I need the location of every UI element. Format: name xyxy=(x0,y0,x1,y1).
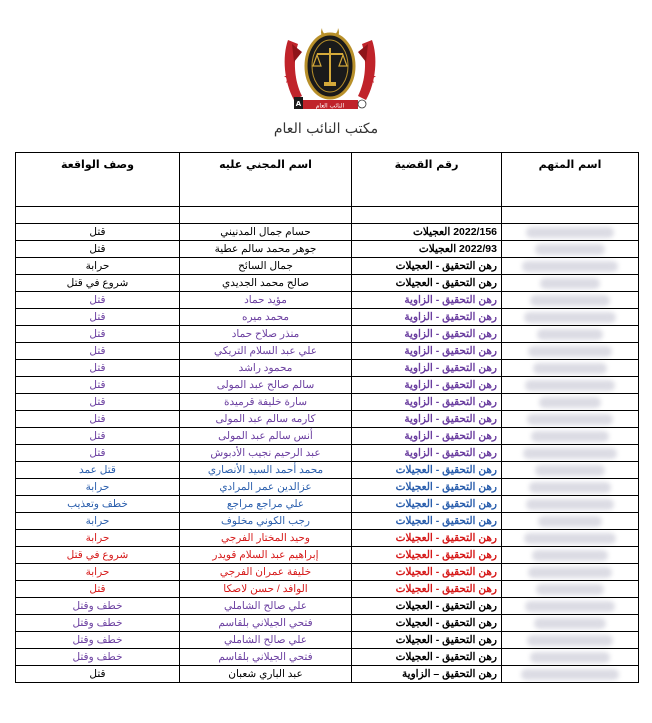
redaction-blur xyxy=(535,244,605,255)
accused-redacted xyxy=(502,632,639,649)
case-number-cell: رهن التحقيق - العجيلات xyxy=(352,598,502,615)
case-number-cell: 2022/93 العجيلات xyxy=(352,241,502,258)
redaction-blur xyxy=(526,227,614,238)
accused-redacted xyxy=(502,564,639,581)
redaction-blur xyxy=(533,363,607,374)
accused-redacted xyxy=(502,462,639,479)
victim-cell: سارة خليفة قرميدة xyxy=(180,394,352,411)
case-number-cell: رهن التحقيق - الزاوية xyxy=(352,292,502,309)
case-number-cell: رهن التحقيق - الزاوية xyxy=(352,343,502,360)
header-case-number: رقم القضية xyxy=(352,153,502,207)
accused-redacted xyxy=(502,445,639,462)
redaction-blur xyxy=(536,584,604,595)
case-number-cell: رهن التحقيق - العجيلات xyxy=(352,496,502,513)
header-accused: اسم المتهم xyxy=(502,153,639,207)
empty-cell xyxy=(352,207,502,224)
case-number-cell: رهن التحقيق - العجيلات xyxy=(352,581,502,598)
case-number-cell: رهن التحقيق - الزاوية xyxy=(352,326,502,343)
redaction-blur xyxy=(527,414,613,425)
accused-redacted xyxy=(502,292,639,309)
table-row xyxy=(16,479,639,496)
case-number-cell: رهن التحقيق - الزاوية xyxy=(352,428,502,445)
victim-cell: جمال السائح xyxy=(180,258,352,275)
table-row xyxy=(16,394,639,411)
case-number-cell: رهن التحقيق - العجيلات xyxy=(352,564,502,581)
description-cell: قتل xyxy=(16,666,180,683)
victim-cell: جوهر محمد سالم عطية xyxy=(180,241,352,258)
accused-redacted xyxy=(502,275,639,292)
redaction-blur xyxy=(528,346,612,357)
redaction-blur xyxy=(526,499,614,510)
redaction-blur xyxy=(530,652,610,663)
redaction-blur xyxy=(521,669,619,680)
description-cell: قتل xyxy=(16,377,180,394)
description-cell: قتل xyxy=(16,411,180,428)
spacer-row xyxy=(16,207,639,224)
table-row xyxy=(16,360,639,377)
victim-cell: صالح محمد الجديدي xyxy=(180,275,352,292)
description-cell: قتل xyxy=(16,309,180,326)
victim-cell: حسام جمال المدنيني xyxy=(180,224,352,241)
prosecutor-emblem xyxy=(280,22,380,120)
description-cell: قتل xyxy=(16,581,180,598)
victim-cell: خليفة عمران الفرجي xyxy=(180,564,352,581)
victim-cell: أنس سالم عبد المولى xyxy=(180,428,352,445)
redaction-blur xyxy=(525,380,615,391)
table-row xyxy=(16,292,639,309)
case-number-cell: رهن التحقيق - العجيلات xyxy=(352,530,502,547)
table-row xyxy=(16,275,639,292)
case-number-cell: رهن التحقيق - الزاوية xyxy=(352,360,502,377)
redaction-blur xyxy=(530,295,610,306)
table-row xyxy=(16,615,639,632)
table-row xyxy=(16,530,639,547)
description-cell: شروع في قتل xyxy=(16,275,180,292)
victim-cell: علي عبد السلام التريكي xyxy=(180,343,352,360)
accused-redacted xyxy=(502,309,639,326)
table-row xyxy=(16,598,639,615)
table-body xyxy=(16,207,639,683)
accused-redacted xyxy=(502,615,639,632)
accused-redacted xyxy=(502,326,639,343)
description-cell: قتل xyxy=(16,360,180,377)
case-number-cell: رهن التحقيق - العجيلات xyxy=(352,632,502,649)
table-row xyxy=(16,513,639,530)
accused-redacted xyxy=(502,377,639,394)
description-cell: قتل xyxy=(16,326,180,343)
victim-cell: عزالدين عمر المرادي xyxy=(180,479,352,496)
redaction-blur xyxy=(524,533,616,544)
victim-cell: إبراهيم عبد السلام قويدر xyxy=(180,547,352,564)
case-number-cell: رهن التحقيق - العجيلات xyxy=(352,649,502,666)
case-number-cell: رهن التحقيق - الزاوية xyxy=(352,411,502,428)
victim-cell: الوافد / حسن لاصكا xyxy=(180,581,352,598)
table-row xyxy=(16,649,639,666)
description-cell: حرابة xyxy=(16,479,180,496)
redaction-blur xyxy=(539,397,601,408)
case-number-cell: رهن التحقيق - العجيلات xyxy=(352,479,502,496)
redaction-blur xyxy=(531,431,609,442)
description-cell: قتل xyxy=(16,292,180,309)
accused-redacted xyxy=(502,513,639,530)
accused-redacted xyxy=(502,598,639,615)
case-number-cell: رهن التحقيق - العجيلات xyxy=(352,462,502,479)
table-header-row xyxy=(16,153,639,207)
victim-cell: علي مراجع مراجع xyxy=(180,496,352,513)
case-number-cell: رهن التحقيق - العجيلات xyxy=(352,547,502,564)
description-cell: قتل xyxy=(16,241,180,258)
description-cell: قتل xyxy=(16,224,180,241)
cases-table xyxy=(15,152,639,683)
table-row xyxy=(16,258,639,275)
empty-cell xyxy=(180,207,352,224)
table-row xyxy=(16,564,639,581)
description-cell: شروع في قتل xyxy=(16,547,180,564)
description-cell: قتل xyxy=(16,343,180,360)
case-number-cell: رهن التحقيق - الزاوية xyxy=(352,394,502,411)
victim-cell: علي صالح الشاملي xyxy=(180,632,352,649)
victim-cell: وحيد المختار الفرجي xyxy=(180,530,352,547)
redaction-blur xyxy=(527,635,613,646)
victim-cell: عبد الرحيم نجيب الأدبوش xyxy=(180,445,352,462)
victim-cell: منذر صلاح حماد xyxy=(180,326,352,343)
accused-redacted xyxy=(502,530,639,547)
accused-redacted xyxy=(502,394,639,411)
victim-cell: محمد أحمد السيد الأنصاري xyxy=(180,462,352,479)
redaction-blur xyxy=(540,278,600,289)
table-row xyxy=(16,547,639,564)
accused-redacted xyxy=(502,428,639,445)
redaction-blur xyxy=(528,567,612,578)
redaction-blur xyxy=(524,312,616,323)
victim-cell: رجب الكوني مخلوف xyxy=(180,513,352,530)
description-cell: حرابة xyxy=(16,530,180,547)
case-number-cell: رهن التحقيق - الزاوية xyxy=(352,377,502,394)
victim-cell: كارمه سالم عبد المولى xyxy=(180,411,352,428)
accused-redacted xyxy=(502,343,639,360)
case-number-cell: رهن التحقيق - الزاوية xyxy=(352,445,502,462)
case-number-cell: رهن التحقيق - الزاوية xyxy=(352,309,502,326)
description-cell: خطف وقتل xyxy=(16,615,180,632)
accused-redacted xyxy=(502,411,639,428)
description-cell: حرابة xyxy=(16,513,180,530)
table-row xyxy=(16,224,639,241)
victim-cell: فتحي الجيلاني بلقاسم xyxy=(180,649,352,666)
empty-cell xyxy=(16,207,180,224)
victim-cell: علي صالح الشاملي xyxy=(180,598,352,615)
table-row xyxy=(16,309,639,326)
redaction-blur xyxy=(522,261,618,272)
description-cell: قتل عمد xyxy=(16,462,180,479)
victim-cell: عبد الباري شعبان xyxy=(180,666,352,683)
header-description: وصف الواقعة xyxy=(16,153,180,207)
svg-text:النائب العام: النائب العام xyxy=(315,102,345,110)
description-cell: حرابة xyxy=(16,564,180,581)
description-cell: قتل xyxy=(16,428,180,445)
case-number-cell: رهن التحقيق - العجيلات xyxy=(352,275,502,292)
accused-redacted xyxy=(502,649,639,666)
redaction-blur xyxy=(534,618,606,629)
table-row xyxy=(16,632,639,649)
case-number-cell: رهن التحقيق - العجيلات xyxy=(352,513,502,530)
description-cell: خطف وقتل xyxy=(16,598,180,615)
accused-redacted xyxy=(502,496,639,513)
accused-redacted xyxy=(502,360,639,377)
table-row xyxy=(16,411,639,428)
accused-redacted xyxy=(502,258,639,275)
victim-cell: سالم صالح عبد المولى xyxy=(180,377,352,394)
table-row xyxy=(16,581,639,598)
header-victim: اسم المجني عليه xyxy=(180,153,352,207)
svg-text:A: A xyxy=(295,100,302,108)
accused-redacted xyxy=(502,241,639,258)
table-row xyxy=(16,462,639,479)
accused-redacted xyxy=(502,581,639,598)
redaction-blur xyxy=(535,465,605,476)
description-cell: حرابة xyxy=(16,258,180,275)
accused-redacted xyxy=(502,224,639,241)
case-number-cell: رهن التحقيق – الزاوية xyxy=(352,666,502,683)
redaction-blur xyxy=(537,329,603,340)
accused-redacted xyxy=(502,666,639,683)
accused-redacted xyxy=(502,547,639,564)
victim-cell: مؤيد حماد xyxy=(180,292,352,309)
description-cell: خطف وقتل xyxy=(16,649,180,666)
redaction-blur xyxy=(529,482,611,493)
redaction-blur xyxy=(538,516,602,527)
table-row xyxy=(16,666,639,683)
description-cell: خطف وقتل xyxy=(16,632,180,649)
case-number-cell: رهن التحقيق - العجيلات xyxy=(352,615,502,632)
office-title: مكتب النائب العام xyxy=(273,121,379,137)
redaction-blur xyxy=(523,448,617,459)
table-row xyxy=(16,496,639,513)
table-row xyxy=(16,428,639,445)
description-cell: قتل xyxy=(16,445,180,462)
case-number-cell: رهن التحقيق - العجيلات xyxy=(352,258,502,275)
description-cell: قتل xyxy=(16,394,180,411)
table-row xyxy=(16,377,639,394)
victim-cell: محمد ميره xyxy=(180,309,352,326)
table-row xyxy=(16,343,639,360)
accused-redacted xyxy=(502,479,639,496)
table-row xyxy=(16,445,639,462)
redaction-blur xyxy=(532,550,608,561)
victim-cell: فتحي الجيلاني بلقاسم xyxy=(180,615,352,632)
description-cell: خطف وتعذيب xyxy=(16,496,180,513)
case-number-cell: 2022/156 العجيلات xyxy=(352,224,502,241)
table-row xyxy=(16,326,639,343)
victim-cell: محمود راشد xyxy=(180,360,352,377)
empty-cell xyxy=(502,207,639,224)
redaction-blur xyxy=(525,601,615,612)
table-row xyxy=(16,241,639,258)
